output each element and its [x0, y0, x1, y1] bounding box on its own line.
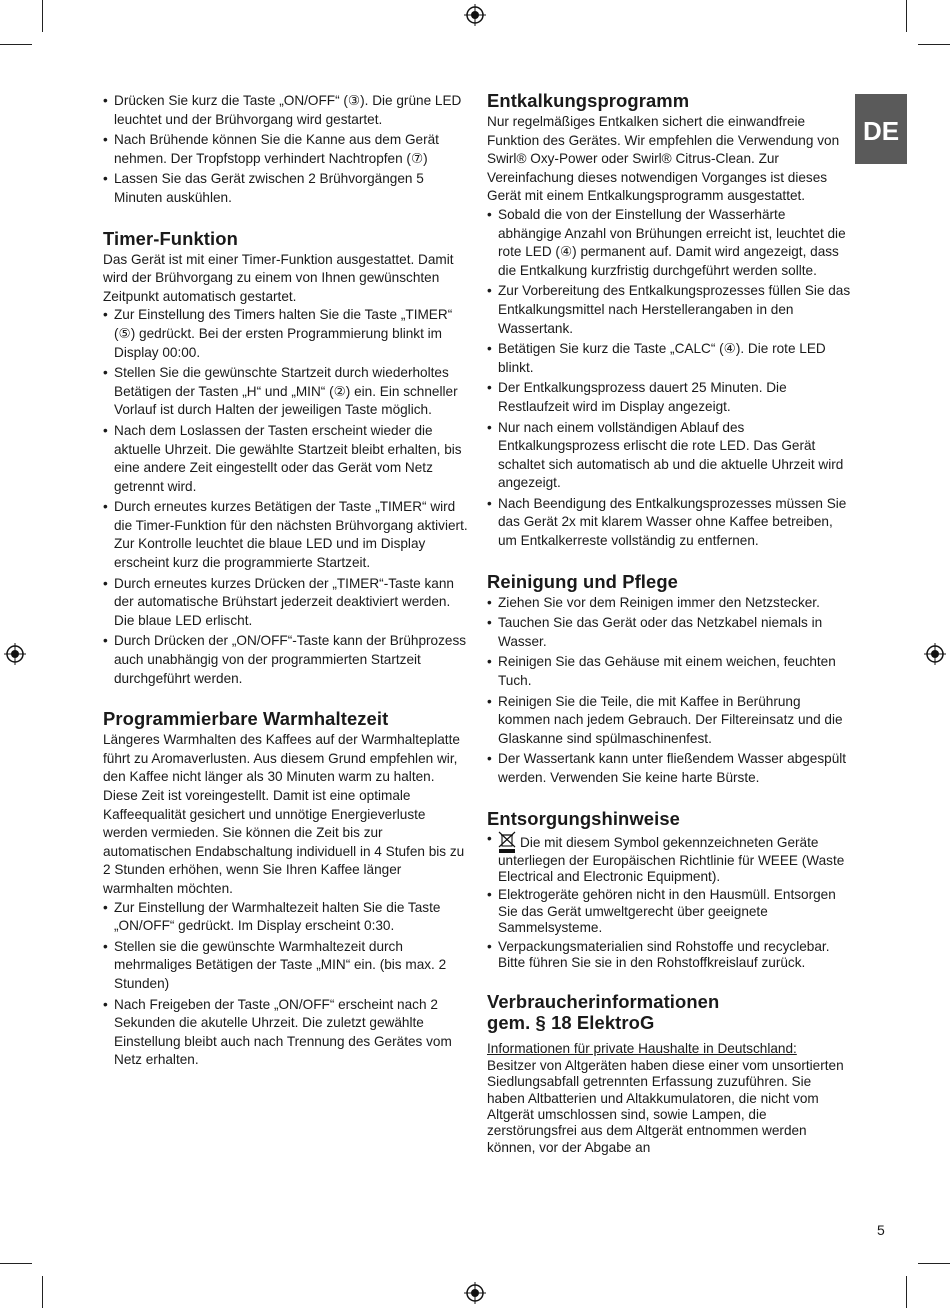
reinigung-list: [487, 594, 852, 788]
section-heading: Programmierbare Warmhaltezeit: [103, 708, 389, 730]
list-item-text: Die mit diesem Symbol gekennzeichneten Geräte unterliegen der Europäischen Richtlinie für WEEE (Waste Electrical and Electronic Equipment).: [498, 834, 845, 884]
crop-mark: [918, 1263, 950, 1264]
crop-mark: [42, 0, 43, 32]
list-item: • Zur Einstellung der Warmhaltezeit halten Sie die Taste „ON/OFF“ gedrückt. Im Display erscheint 0:30.: [103, 899, 468, 936]
registration-mark-icon: [464, 1282, 486, 1304]
crop-mark: [42, 1276, 43, 1308]
list-item: • Drücken Sie kurz die Taste „ON/OFF“ (③). Die grüne LED leuchtet und der Brühvorgang wird gestartet.: [103, 92, 468, 129]
list-item: • Stellen sie die gewünschte Warmhaltezeit durch mehrmaliges Betätigen der Taste „MIN“ ein. (bis max. 2 Stunden): [103, 938, 468, 994]
list-item: • Der Wassertank kann unter fließendem Wasser abgespült werden. Verwenden Sie keine harte Bürste.: [487, 750, 852, 787]
list-item: • Durch erneutes kurzes Drücken der „TIMER“-Taste kann der automatische Brühstart jederzeit deaktiviert werden. Die blaue LED erlischt.: [103, 575, 468, 631]
registration-mark-icon: [4, 643, 26, 665]
heading-line: Verbraucherinformationen: [487, 991, 720, 1013]
list-item: • Nach Brühende können Sie die Kanne aus dem Gerät nehmen. Der Tropfstopp verhindert Nachtropfen (⑦): [103, 131, 468, 168]
list-item: • Tauchen Sie das Gerät oder das Netzkabel niemals in Wasser.: [487, 614, 852, 651]
list-item: [487, 831, 852, 886]
heading-line: gem. § 18 ElektroG: [487, 1012, 655, 1034]
warmhalte-list: [103, 899, 468, 1070]
list-item: • Sobald die von der Einstellung der Wasserhärte abhängige Anzahl von Brühungen erreicht ist, leuchtet die rote LED (④) permanent auf. Damit wird angezeigt, dass die Entkalkung kurzfristig durchgeführt werden sollte.: [487, 206, 852, 280]
paragraph: Das Gerät ist mit einer Timer-Funktion ausgestattet. Damit wird der Brühvorgang zu einem von Ihnen gewünschten Zeitpunkt automatisch gestartet.: [103, 251, 454, 304]
section-heading: [487, 991, 852, 1033]
paragraph: Längeres Warmhalten des Kaffees auf der Warmhalteplatte führt zu Aromaverlusten. Aus diesem Grund empfehlen wir, den Kaffee nicht länger als 30 Minuten warm zu halten. Diese Zeit ist voreingestellt. Damit ist eine optimale Kaffeequalität gesichert und unnötige Energieverluste werden vermieden. Sie können die Zeit bis zur automatischen Endabschaltung individuell in 4 Stufen bis zu 2 Stunden erhöhen, wenn Sie Ihren Kaffee länger warmhalten möchten.: [103, 732, 465, 896]
list-item: • Zur Einstellung des Timers halten Sie die Taste „TIMER“ (⑤) gedrückt. Bei der ersten Programmierung blinkt im Display 00:00.: [103, 306, 468, 362]
list-item: • Nach Freigeben der Taste „ON/OFF“ erscheint nach 2 Sekunden die akutelle Uhrzeit. Die zuletzt gewählte Einstellung bleibt auch nach Trennung des Gerätes vom Netz erhalten.: [103, 996, 468, 1070]
entkalkung-list: [487, 206, 852, 551]
list-item: • Lassen Sie das Gerät zwischen 2 Brühvorgängen 5 Minuten auskühlen.: [103, 170, 468, 207]
page-number: 5: [877, 1222, 885, 1238]
list-item: • Nach dem Loslassen der Tasten erscheint wieder die aktuelle Uhrzeit. Die gewählte Startzeit bleibt erhalten, bis eine andere Zeit eingestellt oder das Gerät vom Netz getrennt wird.: [103, 422, 468, 496]
list-item: • Durch erneutes kurzes Betätigen der Taste „TIMER“ wird die Timer-Funktion für den nächsten Brühvorgang aktiviert. Zur Kontrolle leuchtet die blaue LED und im Display erscheint kurz die programmierte Startzeit.: [103, 498, 468, 572]
section-heading: Reinigung und Pflege: [487, 570, 679, 592]
left-column: [103, 92, 468, 1072]
list-item: • Reinigen Sie die Teile, die mit Kaffee in Berührung kommen nach jedem Gebrauch. Der Filtereinsatz und die Glaskanne sind spülmaschinenfest.: [487, 693, 852, 749]
list-item: • Betätigen Sie kurz die Taste „CALC“ (④). Die rote LED blinkt.: [487, 340, 852, 377]
crop-mark: [0, 44, 32, 45]
list-item: • Reinigen Sie das Gehäuse mit einem weichen, feuchten Tuch.: [487, 653, 852, 690]
registration-mark-icon: [924, 643, 946, 665]
list-item: • Der Entkalkungsprozess dauert 25 Minuten. Die Restlaufzeit wird im Display angezeigt.: [487, 379, 852, 416]
timer-list: [103, 306, 468, 688]
paragraph: Nur regelmäßiges Entkalken sichert die einwandfreie Funktion des Gerätes. Wir empfehlen die Verwendung von Swirl® Oxy-Power oder Swirl® Citrus-Clean. Zur Vereinfachung dieses notwendigen Vorganges ist dieses Gerät mit einem Entkalkungsprogramm ausgestattet.: [487, 114, 840, 204]
intro-list: [103, 92, 468, 208]
language-badge: DE: [855, 94, 907, 164]
list-item: • Durch Drücken der „ON/OFF“-Taste kann der Brühprozess auch unabhängig von der programmierten Startzeit durchgeführt werden.: [103, 632, 468, 688]
list-item: • Elektrogeräte gehören nicht in den Hausmüll. Entsorgen Sie das Gerät umweltgerecht über geeignete Sammelsysteme.: [487, 887, 852, 936]
list-item: • Nach Beendigung des Entkalkungsprozesses müssen Sie das Gerät 2x mit klarem Wasser ohne Kaffee betreiben, um Entkalkerreste vollständig zu entfernen.: [487, 495, 852, 551]
section-heading: Entkalkungsprogramm: [487, 90, 690, 111]
entsorgung-list: [487, 831, 852, 972]
crop-mark: [906, 0, 907, 32]
crop-mark: [906, 1276, 907, 1308]
list-item: • Verpackungsmaterialien sind Rohstoffe und recyclebar. Bitte führen Sie sie in den Rohstoffkreislauf zurück.: [487, 939, 852, 972]
registration-mark-icon: [464, 4, 486, 26]
section-heading: Timer-Funktion: [103, 227, 238, 249]
right-column: [487, 90, 852, 1156]
list-item: • Zur Vorbereitung des Entkalkungsprozesses füllen Sie das Entkalkungsmittel nach Herstellerangaben in den Wassertank.: [487, 282, 852, 338]
list-item: • Ziehen Sie vor dem Reinigen immer den Netzstecker.: [487, 594, 852, 613]
crossed-bin-icon: [498, 831, 516, 853]
crop-mark: [0, 1263, 32, 1264]
list-item: • Nur nach einem vollständigen Ablauf des Entkalkungsprozess erlischt die rote LED. Das Gerät schaltet sich automatisch ab und die aktuelle Uhrzeit wird angezeigt.: [487, 419, 852, 493]
subheading: Informationen für private Haushalte in Deutschland:: [487, 1041, 797, 1057]
list-item: • Stellen Sie die gewünschte Startzeit durch wiederholtes Betätigen der Tasten „H“ und „MIN“ (②) ein. Ein schneller Vorlauf ist durch Halten der jeweiligen Taste möglich.: [103, 364, 468, 420]
crop-mark: [918, 44, 950, 45]
paragraph: Besitzer von Altgeräten haben diese einer vom unsortierten Siedlungsabfall getrennten Erfassung zuzuführen. Sie haben Altbatterien und Altakkumulatoren, die nicht vom Altgerät umschlossen sind, sowie Lampen, die zerstörungsfrei aus dem Altgerät entnommen werden können, vor der Abgabe an: [487, 1057, 844, 1155]
section-heading: Entsorgungshinweise: [487, 807, 680, 829]
